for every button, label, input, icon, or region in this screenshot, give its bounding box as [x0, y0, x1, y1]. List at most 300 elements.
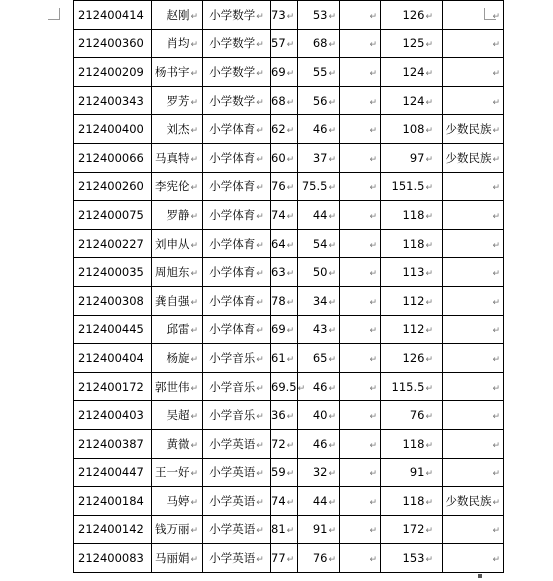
- score-3-cell: [340, 1, 381, 30]
- total-score-text: 118: [402, 493, 425, 508]
- paragraph-mark-icon: ↵: [190, 183, 198, 194]
- subject-text: 小学体育: [209, 236, 256, 251]
- score-2-text: 65: [312, 350, 328, 365]
- paragraph-mark-icon: ↵: [286, 326, 295, 337]
- paragraph-mark-icon: ↵: [328, 183, 336, 194]
- total-score-text: 113: [402, 265, 425, 280]
- score-1-text: 68: [271, 93, 286, 108]
- score-3-cell: [340, 201, 381, 230]
- paragraph-mark-icon: ↵: [286, 240, 295, 251]
- subject-cell: [203, 429, 271, 458]
- subject-text: 小学体育: [209, 207, 256, 222]
- candidate-id-text: 212400343: [78, 93, 144, 108]
- table-row: [74, 229, 504, 258]
- score-1-cell: [271, 344, 298, 373]
- total-score-cell: [381, 401, 443, 430]
- score-1-text: 64: [271, 236, 286, 251]
- paragraph-mark-icon: ↵: [492, 326, 500, 337]
- note-cell: [443, 258, 504, 287]
- subject-cell: [203, 1, 271, 30]
- score-2-text: 56: [312, 93, 328, 108]
- paragraph-mark-icon: ↵: [286, 126, 295, 137]
- total-score-text: 172: [402, 522, 425, 537]
- paragraph-mark-icon: ↵: [256, 383, 264, 394]
- subject-cell: [203, 258, 271, 287]
- paragraph-mark-icon: ↵: [492, 526, 500, 537]
- table-row: [74, 286, 504, 315]
- table-row: [74, 315, 504, 344]
- paragraph-mark-icon: ↵: [492, 469, 500, 480]
- score-1-text: 69: [271, 64, 286, 79]
- paragraph-mark-icon: ↵: [369, 326, 377, 337]
- paragraph-mark-icon: ↵: [286, 154, 295, 165]
- candidate-name-text: 王一好: [154, 465, 190, 480]
- paragraph-mark-icon: ↵: [328, 40, 336, 51]
- paragraph-mark-icon: ↵: [190, 383, 198, 394]
- paragraph-mark-icon: ↵: [286, 183, 295, 194]
- candidate-name-cell: [152, 1, 203, 30]
- subject-text: 小学体育: [209, 293, 256, 308]
- score-1-text: 57: [271, 36, 286, 51]
- score-2-cell: [298, 172, 340, 201]
- note-cell: [443, 115, 504, 144]
- candidate-name-text: 邱雷: [166, 322, 190, 337]
- paragraph-mark-icon: ↵: [190, 469, 198, 480]
- score-2-cell: [298, 1, 340, 30]
- score-1-cell: [271, 143, 298, 172]
- paragraph-mark-icon: ↵: [492, 269, 500, 280]
- paragraph-mark-icon: ↵: [286, 269, 295, 280]
- subject-text: 小学英语: [209, 522, 256, 537]
- score-1-text: 63: [271, 265, 286, 280]
- note-cell: [443, 515, 504, 544]
- table-row: [74, 86, 504, 115]
- candidate-name-cell: [152, 258, 203, 287]
- candidate-name-text: 马婷: [166, 493, 190, 508]
- score-1-text: 72: [271, 436, 286, 451]
- paragraph-mark-icon: ↵: [492, 183, 500, 194]
- score-1-text: 76: [271, 179, 286, 194]
- score-3-cell: [340, 86, 381, 115]
- candidate-name-text: 黄微: [166, 436, 190, 451]
- score-1-cell: [271, 458, 298, 487]
- paragraph-mark-icon: ↵: [190, 154, 198, 165]
- table-row: [74, 458, 504, 487]
- paragraph-mark-icon: ↵: [256, 440, 264, 451]
- paragraph-mark-icon: ↵: [328, 126, 336, 137]
- paragraph-mark-icon: ↵: [256, 412, 264, 423]
- score-1-text: 69: [271, 322, 286, 337]
- paragraph-mark-icon: ↵: [286, 211, 295, 222]
- paragraph-mark-icon: ↵: [190, 555, 198, 566]
- paragraph-mark-icon: ↵: [190, 240, 198, 251]
- paragraph-mark-icon: ↵: [425, 269, 433, 280]
- candidate-id-cell: [74, 401, 152, 430]
- candidate-id-text: 212400172: [78, 379, 144, 394]
- candidate-name-text: 刘杰: [166, 122, 190, 137]
- paragraph-mark-icon: ↵: [369, 383, 377, 394]
- score-2-text: 68: [312, 36, 328, 51]
- paragraph-mark-icon: ↵: [328, 240, 336, 251]
- paragraph-mark-icon: ↵: [286, 11, 295, 22]
- score-1-cell: [271, 487, 298, 516]
- candidate-name-cell: [152, 201, 203, 230]
- note-cell: [443, 86, 504, 115]
- paragraph-mark-icon: ↵: [256, 126, 264, 137]
- paragraph-mark-icon: ↵: [190, 40, 198, 51]
- score-2-text: 44: [312, 493, 328, 508]
- note-cell: [443, 487, 504, 516]
- score-1-text: 69.5: [271, 379, 297, 394]
- paragraph-mark-icon: ↵: [425, 354, 433, 365]
- total-score-text: 108: [402, 122, 425, 137]
- paragraph-mark-icon: ↵: [369, 240, 377, 251]
- subject-cell: [203, 458, 271, 487]
- paragraph-mark-icon: ↵: [492, 211, 500, 222]
- subject-text: 小学体育: [209, 179, 256, 194]
- total-score-cell: [381, 372, 443, 401]
- note-cell: [443, 344, 504, 373]
- subject-text: 小学体育: [209, 322, 256, 337]
- candidate-id-cell: [74, 344, 152, 373]
- paragraph-mark-icon: ↵: [492, 11, 500, 22]
- note-cell: [443, 372, 504, 401]
- score-3-cell: [340, 401, 381, 430]
- total-score-text: 153: [402, 551, 425, 566]
- candidate-id-cell: [74, 515, 152, 544]
- paragraph-mark-icon: ↵: [425, 412, 433, 423]
- paragraph-mark-icon: ↵: [190, 68, 198, 79]
- paragraph-mark-icon: ↵: [369, 555, 377, 566]
- paragraph-mark-icon: ↵: [328, 526, 336, 537]
- candidate-name-text: 罗静: [166, 207, 190, 222]
- candidate-name-cell: [152, 372, 203, 401]
- score-1-cell: [271, 315, 298, 344]
- subject-cell: [203, 115, 271, 144]
- paragraph-mark-icon: ↵: [190, 126, 198, 137]
- subject-text: 小学数学: [209, 36, 256, 51]
- score-1-text: 74: [271, 493, 286, 508]
- score-1-cell: [271, 372, 306, 401]
- note-cell: [443, 286, 504, 315]
- score-2-cell: [298, 429, 340, 458]
- paragraph-mark-icon: ↵: [369, 440, 377, 451]
- total-score-cell: [381, 115, 443, 144]
- candidate-name-cell: [152, 286, 203, 315]
- paragraph-mark-icon: ↵: [425, 154, 433, 165]
- total-score-text: 115.5: [391, 379, 425, 394]
- score-3-cell: [340, 429, 381, 458]
- total-score-text: 91: [409, 465, 425, 480]
- paragraph-mark-icon: ↵: [425, 97, 433, 108]
- paragraph-mark-icon: ↵: [492, 297, 500, 308]
- candidate-id-cell: [74, 172, 152, 201]
- paragraph-mark-icon: ↵: [425, 555, 433, 566]
- candidate-name-cell: [152, 487, 203, 516]
- subject-text: 小学音乐: [209, 379, 256, 394]
- paragraph-mark-icon: ↵: [286, 469, 295, 480]
- paragraph-mark-icon: ↵: [328, 297, 336, 308]
- paragraph-mark-icon: ↵: [425, 211, 433, 222]
- paragraph-mark-icon: ↵: [369, 354, 377, 365]
- score-2-cell: [298, 401, 340, 430]
- paragraph-mark-icon: ↵: [256, 326, 264, 337]
- candidate-name-cell: [152, 429, 203, 458]
- paragraph-mark-icon: ↵: [492, 440, 500, 451]
- subject-text: 小学英语: [209, 436, 256, 451]
- paragraph-mark-icon: ↵: [369, 297, 377, 308]
- score-2-text: 46: [312, 122, 328, 137]
- candidate-name-cell: [152, 58, 203, 87]
- score-1-cell: [271, 58, 298, 87]
- note-cell: [443, 58, 504, 87]
- score-1-text: 61: [271, 350, 286, 365]
- candidate-id-cell: [74, 229, 152, 258]
- paragraph-mark-icon: ↵: [369, 68, 377, 79]
- score-2-cell: [298, 344, 340, 373]
- score-3-cell: [340, 344, 381, 373]
- score-2-cell: [298, 372, 340, 401]
- total-score-cell: [381, 86, 443, 115]
- note-cell: [443, 172, 504, 201]
- candidate-name-cell: [152, 401, 203, 430]
- score-3-cell: [340, 487, 381, 516]
- note-text: 少数民族: [445, 122, 492, 137]
- score-1-cell: [271, 286, 298, 315]
- paragraph-mark-icon: ↵: [286, 68, 295, 79]
- score-2-cell: [298, 286, 340, 315]
- total-score-text: 125: [402, 36, 425, 51]
- candidate-name-text: 钱万丽: [154, 522, 190, 537]
- candidate-id-text: 212400404: [78, 350, 144, 365]
- subject-cell: [203, 172, 271, 201]
- total-score-text: 112: [402, 293, 425, 308]
- paragraph-mark-icon: ↵: [256, 297, 264, 308]
- paragraph-mark-icon: ↵: [256, 40, 264, 51]
- candidate-id-text: 212400142: [78, 522, 144, 537]
- total-score-cell: [381, 344, 443, 373]
- score-2-text: 34: [312, 293, 328, 308]
- score-1-text: 77: [271, 551, 286, 566]
- paragraph-mark-icon: ↵: [256, 269, 264, 280]
- candidate-name-text: 杨旋: [166, 350, 190, 365]
- score-1-text: 81: [271, 522, 286, 537]
- subject-text: 小学音乐: [209, 350, 256, 365]
- paragraph-mark-icon: ↵: [425, 526, 433, 537]
- paragraph-mark-icon: ↵: [328, 269, 336, 280]
- paragraph-mark-icon: ↵: [425, 326, 433, 337]
- paragraph-mark-icon: ↵: [286, 40, 295, 51]
- note-cell: [443, 229, 504, 258]
- score-2-text: 54: [312, 236, 328, 251]
- table-row: [74, 201, 504, 230]
- subject-text: 小学数学: [209, 64, 256, 79]
- candidate-name-text: 赵刚: [166, 7, 190, 22]
- total-score-cell: [381, 58, 443, 87]
- score-1-cell: [271, 29, 298, 58]
- paragraph-mark-icon: ↵: [190, 526, 198, 537]
- candidate-name-cell: [152, 515, 203, 544]
- total-score-text: 124: [402, 93, 425, 108]
- candidate-name-text: 郭世伟: [154, 379, 190, 394]
- score-2-text: 40: [312, 408, 328, 423]
- paragraph-mark-icon: ↵: [286, 526, 295, 537]
- note-cell: [443, 458, 504, 487]
- table-row: [74, 487, 504, 516]
- note-cell: [443, 401, 504, 430]
- subject-text: 小学体育: [209, 265, 256, 280]
- score-2-text: 91: [312, 522, 328, 537]
- paragraph-mark-icon: ↵: [492, 126, 500, 137]
- score-1-cell: [271, 172, 298, 201]
- candidate-id-cell: [74, 1, 152, 30]
- candidate-id-text: 212400400: [78, 122, 144, 137]
- paragraph-mark-icon: ↵: [492, 68, 500, 79]
- paragraph-mark-icon: ↵: [425, 440, 433, 451]
- total-score-cell: [381, 229, 443, 258]
- paragraph-mark-icon: ↵: [492, 97, 500, 108]
- score-1-text: 74: [271, 207, 286, 222]
- total-score-cell: [381, 172, 443, 201]
- score-2-text: 50: [312, 265, 328, 280]
- paragraph-mark-icon: ↵: [328, 469, 336, 480]
- score-3-cell: [340, 229, 381, 258]
- candidate-name-cell: [152, 115, 203, 144]
- score-3-cell: [340, 58, 381, 87]
- candidate-id-text: 212400035: [78, 265, 144, 280]
- score-2-cell: [298, 86, 340, 115]
- paragraph-mark-icon: ↵: [492, 497, 500, 508]
- score-1-cell: [271, 401, 298, 430]
- candidate-id-cell: [74, 429, 152, 458]
- note-cell: [443, 201, 504, 230]
- paragraph-mark-icon: ↵: [425, 11, 433, 22]
- subject-text: 小学英语: [209, 465, 256, 480]
- subject-text: 小学音乐: [209, 408, 256, 423]
- score-3-cell: [340, 115, 381, 144]
- score-2-cell: [298, 258, 340, 287]
- table-row: [74, 429, 504, 458]
- candidate-name-text: 李宪伦: [154, 179, 190, 194]
- candidate-name-cell: [152, 29, 203, 58]
- paragraph-mark-icon: ↵: [190, 412, 198, 423]
- score-1-text: 60: [271, 150, 286, 165]
- total-score-text: 97: [409, 150, 425, 165]
- paragraph-mark-icon: ↵: [256, 97, 264, 108]
- paragraph-mark-icon: ↵: [286, 97, 295, 108]
- note-cell: [443, 1, 504, 30]
- score-2-text: 53: [312, 7, 328, 22]
- paragraph-mark-icon: ↵: [369, 269, 377, 280]
- score-2-text: 43: [312, 322, 328, 337]
- paragraph-mark-icon: ↵: [369, 211, 377, 222]
- paragraph-mark-icon: ↵: [256, 11, 264, 22]
- paragraph-mark-icon: ↵: [328, 497, 336, 508]
- subject-cell: [203, 29, 271, 58]
- paragraph-mark-icon: ↵: [425, 240, 433, 251]
- paragraph-mark-icon: ↵: [492, 383, 500, 394]
- paragraph-mark-icon: ↵: [492, 240, 500, 251]
- total-score-text: 126: [402, 7, 425, 22]
- score-3-cell: [340, 172, 381, 201]
- paragraph-mark-icon: ↵: [286, 555, 295, 566]
- paragraph-mark-icon: ↵: [256, 354, 264, 365]
- total-score-cell: [381, 315, 443, 344]
- score-3-cell: [340, 544, 381, 573]
- score-1-cell: [271, 201, 298, 230]
- paragraph-mark-icon: ↵: [256, 469, 264, 480]
- paragraph-mark-icon: ↵: [369, 11, 377, 22]
- note-cell: [443, 429, 504, 458]
- candidate-name-text: 马真特: [154, 150, 190, 165]
- score-2-cell: [298, 315, 340, 344]
- table-row: [74, 29, 504, 58]
- score-1-cell: [271, 115, 298, 144]
- total-score-cell: [381, 544, 443, 573]
- score-2-cell: [298, 458, 340, 487]
- subject-text: 小学英语: [209, 493, 256, 508]
- subject-text: 小学数学: [209, 7, 256, 22]
- total-score-cell: [381, 487, 443, 516]
- paragraph-mark-icon: ↵: [328, 11, 336, 22]
- table-row: [74, 58, 504, 87]
- score-1-cell: [271, 86, 298, 115]
- candidate-id-cell: [74, 544, 152, 573]
- paragraph-mark-icon: ↵: [492, 555, 500, 566]
- paragraph-mark-icon: ↵: [286, 497, 295, 508]
- score-3-cell: [340, 515, 381, 544]
- paragraph-mark-icon: ↵: [190, 297, 198, 308]
- crop-mark-bottom: [478, 574, 482, 578]
- total-score-cell: [381, 429, 443, 458]
- score-1-cell: [271, 515, 298, 544]
- score-2-cell: [298, 487, 340, 516]
- paragraph-mark-icon: ↵: [286, 297, 295, 308]
- paragraph-mark-icon: ↵: [256, 211, 264, 222]
- paragraph-mark-icon: ↵: [190, 211, 198, 222]
- score-3-cell: [340, 372, 381, 401]
- score-2-text: 76: [312, 551, 328, 566]
- paragraph-mark-icon: ↵: [369, 497, 377, 508]
- candidate-name-text: 罗芳: [166, 93, 190, 108]
- paragraph-mark-icon: ↵: [328, 383, 336, 394]
- candidate-id-cell: [74, 315, 152, 344]
- paragraph-mark-icon: ↵: [328, 326, 336, 337]
- score-2-text: 44: [312, 207, 328, 222]
- score-2-text: 32: [312, 465, 328, 480]
- total-score-cell: [381, 143, 443, 172]
- paragraph-mark-icon: ↵: [492, 40, 500, 51]
- table-row: [74, 172, 504, 201]
- score-1-text: 59: [271, 465, 286, 480]
- candidate-id-text: 212400360: [78, 36, 144, 51]
- paragraph-mark-icon: ↵: [256, 526, 264, 537]
- paragraph-mark-icon: ↵: [328, 211, 336, 222]
- candidate-id-text: 212400447: [78, 465, 144, 480]
- subject-text: 小学体育: [209, 122, 256, 137]
- paragraph-mark-icon: ↵: [190, 326, 198, 337]
- candidate-name-cell: [152, 544, 203, 573]
- score-2-text: 55: [312, 64, 328, 79]
- subject-text: 小学英语: [209, 551, 256, 566]
- total-score-text: 118: [402, 236, 425, 251]
- paragraph-mark-icon: ↵: [256, 68, 264, 79]
- paragraph-mark-icon: ↵: [286, 440, 295, 451]
- paragraph-mark-icon: ↵: [369, 97, 377, 108]
- total-score-text: 112: [402, 322, 425, 337]
- subject-cell: [203, 344, 271, 373]
- score-2-cell: [298, 58, 340, 87]
